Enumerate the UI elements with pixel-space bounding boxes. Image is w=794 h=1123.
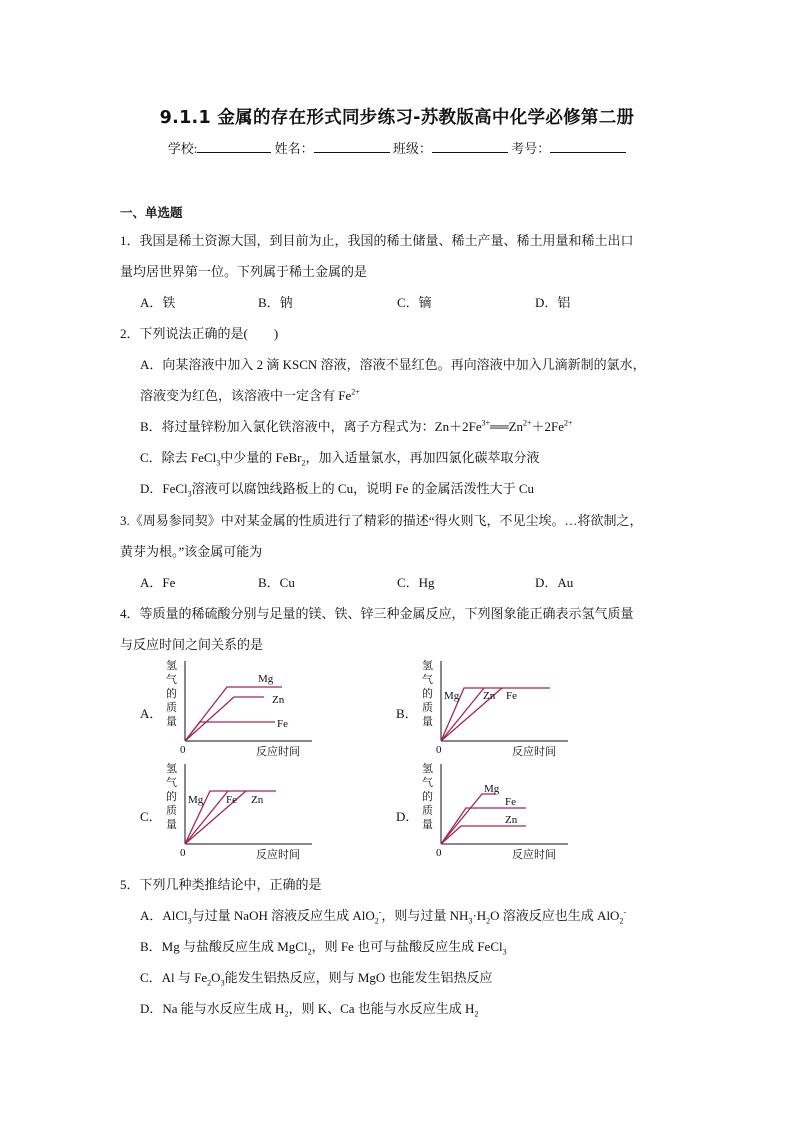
series-label-fe: Fe xyxy=(226,794,237,806)
svg-text:质: 质 xyxy=(422,702,433,714)
series-label-zn: Zn xyxy=(483,690,496,702)
series-label-fe: Fe xyxy=(277,718,288,730)
q3-option-a[interactable]: A．Fe xyxy=(140,575,176,590)
q1-stem-line2: 量均居世界第一位。下列属于稀土金属的是 xyxy=(120,264,368,279)
q4-stem-line2: 与反应时间之间关系的是 xyxy=(120,637,264,652)
class-label: 班级： xyxy=(392,141,432,156)
q5-option-a[interactable]: A．AlCl$_3$与过量 NaOH 溶液反应生成 AlO$_2$-，则与过量 $NH_3\cdot H_2O$ 溶液反应也生成 AlO$_2$- xyxy=(140,907,627,926)
q4-option-d-label[interactable]: D． xyxy=(396,809,419,824)
name-label: 姓名： xyxy=(274,141,314,156)
svg-text:0: 0 xyxy=(180,847,186,859)
origin-label: 0 xyxy=(180,744,186,756)
series-label-zn: Zn xyxy=(251,794,264,806)
svg-text:0: 0 xyxy=(436,744,442,756)
name-field[interactable] xyxy=(314,140,390,153)
svg-text:气: 气 xyxy=(166,777,177,789)
q3-option-b[interactable]: B．Cu xyxy=(258,575,295,590)
svg-text:的: 的 xyxy=(422,791,433,803)
school-field[interactable] xyxy=(197,140,271,153)
svg-text:反应时间: 反应时间 xyxy=(512,849,556,861)
page-title: 9.1.1 金属的存在形式同步练习-苏教版高中化学必修第二册 xyxy=(159,108,635,128)
series-label-fe: Fe xyxy=(506,690,517,702)
q3-stem-line1: 3.《周易参同契》中对某金属的性质进行了精彩的描述“得火则飞，不见尘埃。…将欲制之， xyxy=(120,513,643,528)
q3-option-d[interactable]: D．Au xyxy=(535,575,574,590)
svg-text:反应时间: 反应时间 xyxy=(256,849,300,861)
q5-option-c[interactable]: C．Al 与 $Fe_2O_3$能发生铝热反应，则与 MgO 也能发生铝热反应 xyxy=(140,970,493,988)
series-label-mg: Mg xyxy=(188,794,204,806)
svg-text:氢: 氢 xyxy=(422,763,433,775)
series-label-fe: Fe xyxy=(505,796,516,808)
q4-option-a-label[interactable]: A． xyxy=(140,706,163,721)
section-heading: 一、单选题 xyxy=(120,205,183,220)
series-label-mg: Mg xyxy=(484,783,500,795)
svg-text:0: 0 xyxy=(436,847,442,859)
q5-option-d[interactable]: D．Na 能与水反应生成 $H_2$，则 K、Ca 也能与水反应生成 $H_2$ xyxy=(140,1001,479,1019)
x-axis-label: 反应时间 xyxy=(256,746,300,758)
q1-option-c[interactable]: C．镝 xyxy=(397,295,432,310)
student-info-line xyxy=(0,138,794,157)
q4-graph-b xyxy=(416,655,576,760)
q2-option-b[interactable]: B．将过量锌粉加入氯化铁溶液中，离子方程式为：$Zn+2Fe^{3+}══Zn^{2+}+2Fe^{2+}$ xyxy=(140,418,573,434)
number-field[interactable] xyxy=(550,140,626,153)
svg-text:氢: 氢 xyxy=(422,660,433,672)
q5-stem: 5．下列几种类推结论中，正确的是 xyxy=(120,877,322,892)
q2-option-d[interactable]: D．FeCl$_3$溶液可以腐蚀线路板上的 Cu，说明 Fe 的金属活泼性大于 Cu xyxy=(140,481,535,499)
svg-text:的: 的 xyxy=(422,688,433,700)
q4-graph-c xyxy=(160,758,320,863)
svg-text:量: 量 xyxy=(422,716,433,728)
q1-option-d[interactable]: D．铝 xyxy=(535,295,571,310)
q5-option-b[interactable]: B．Mg 与盐酸反应生成 MgCl$_2$，则 Fe 也可与盐酸反应生成 FeCl$_3$ xyxy=(140,939,507,957)
svg-text:质: 质 xyxy=(422,805,433,817)
series-label-mg: Mg xyxy=(444,690,460,702)
q1-option-a[interactable]: A．铁 xyxy=(140,295,176,310)
q4-option-c-label[interactable]: C． xyxy=(140,809,162,824)
series-label-mg: Mg xyxy=(258,673,274,685)
q4-graph-d xyxy=(416,758,576,863)
q2-option-c[interactable]: C．除去 FeCl$_3$中少量的 FeBr$_2$，加入适量氯水，再加四氯化碳萃取分液 xyxy=(140,450,540,468)
svg-text:量: 量 xyxy=(166,819,177,831)
y-label-char: 的 xyxy=(166,688,177,700)
school-label: 学校: xyxy=(167,141,198,156)
y-label-char: 氢 xyxy=(166,660,177,672)
number-label: 考号： xyxy=(511,141,551,156)
y-label-char: 质 xyxy=(166,702,177,714)
class-field[interactable] xyxy=(432,140,508,153)
q4-option-b-label[interactable]: B． xyxy=(396,706,418,721)
series-label-zn: Zn xyxy=(272,694,285,706)
svg-text:的: 的 xyxy=(166,791,177,803)
y-label-char: 量 xyxy=(166,716,177,728)
svg-text:氢: 氢 xyxy=(166,763,177,775)
svg-text:量: 量 xyxy=(422,819,433,831)
svg-text:质: 质 xyxy=(166,805,177,817)
q1-option-b[interactable]: B．钠 xyxy=(258,295,293,310)
q3-option-c[interactable]: C．Hg xyxy=(397,575,435,590)
series-label-zn: Zn xyxy=(505,814,518,826)
q2-option-a-line2[interactable]: 溶液变为红色，该溶液中一定含有 $Fe^{2+}$ xyxy=(140,387,360,403)
q2-option-a-line1[interactable]: A．向某溶液中加入 2 滴 KSCN 溶液，溶液不显红色。再向溶液中加入几滴新制的氯水， xyxy=(140,357,646,372)
svg-text:反应时间: 反应时间 xyxy=(512,746,556,758)
q3-stem-line2: 黄芽为根。”该金属可能为 xyxy=(120,544,263,559)
q2-stem: 2．下列说法正确的是( ) xyxy=(120,326,279,341)
y-label-char: 气 xyxy=(166,674,177,686)
q4-graph-a xyxy=(160,655,320,760)
svg-text:气: 气 xyxy=(422,777,433,789)
svg-text:气: 气 xyxy=(422,674,433,686)
q4-stem-line1: 4．等质量的稀硫酸分别与足量的镁、铁、锌三种金属反应，下列图象能正确表示氢气质量 xyxy=(120,606,634,621)
q1-stem-line1: 1．我国是稀土资源大国，到目前为止，我国的稀土储量、稀土产量、稀土用量和稀土出口 xyxy=(120,233,634,248)
